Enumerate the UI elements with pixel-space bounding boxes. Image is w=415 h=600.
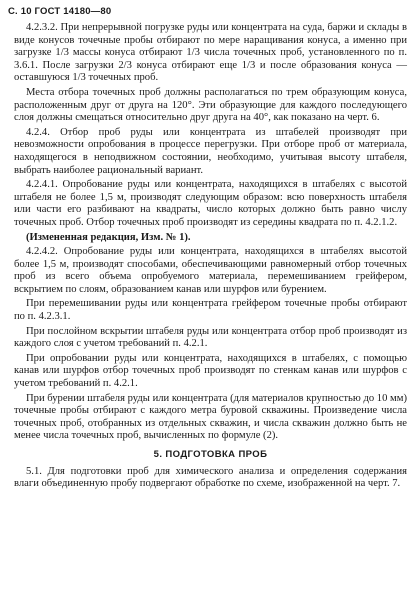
page-header: С. 10 ГОСТ 14180—80 — [8, 6, 112, 17]
paragraph-4-2-4: 4.2.4. Отбор проб руды или концентрата из штабелей производят при невозможности опробования в процессе перегрузки. При отборе проб от материала, находящегося в неподвижном состоянии, необходимо, учитывая высоту штабеля, выбрать наиболее рациональный вариант. — [14, 126, 407, 176]
paragraph-4-2-4-1: 4.2.4.1. Опробование руды или концентрата, находящихся в штабелях с высотой штабеля не более 1,5 м, производят следующим образом: всю поверхность штабеля или части его разбивают на квадраты, число которых должно быть равно числу точечных проб. Отбор точечных проб производят из середины квадрата по п. 4.2.1.2. — [14, 179, 407, 228]
amendment-note: (Измененная редакция, Изм. № 1). — [26, 231, 191, 243]
paragraph-drilling: При бурении штабеля руды или концентрата (для материалов крупностью до 10 мм) точечные пробы отбирают с каждого метра буровой скважины. Произведение числа точечных проб, отобранных из отдельных скважин, и числа скважин должно быть не менее числа точечных проб, вычисленных по формуле (2). — [14, 392, 407, 442]
paragraph-layer-opening: При послойном вскрытии штабеля руды или концентрата отбор проб производят из каждого слоя с учетом требований п. 4.2.1. — [14, 325, 407, 350]
paragraph-sampling-points: Места отбора точечных проб должны располагаться по трем образующим конуса, расположенным друг от друга на 120°. Эти образующие для каждого последующего слоя должны смещаться относительно друг друга на 40°, как показано на черт. 6. — [14, 86, 407, 124]
paragraph-grab-mixing: При перемешивании руды или концентрата грейфером точечные пробы отбирают по п. 4.2.3.1. — [14, 298, 407, 323]
paragraph-trenches: При опробовании руды или концентрата, находящихся в штабелях, с помощью канав или шурфов отбор точечных проб производят по стенкам канав или шурфов с учетом требований п. 4.2.1. — [14, 352, 407, 390]
document-body — [14, 22, 407, 493]
paragraph-4-2-4-2: 4.2.4.2. Опробование руды или концентрата, находящихся в штабелях высотой более 1,5 м, производят способами, обеспечивающими равномерный отбор точечных проб из всего объема опробуемого материала, перемешиванием грейфером, вскрытием по слоям, образованием канав или шурфов или бурением. — [14, 246, 407, 295]
section-title: 5. ПОДГОТОВКА ПРОБ — [153, 449, 268, 460]
paragraph-5-1: 5.1. Для подготовки проб для химического анализа и определения содержания влаги объединенную пробу подвергают обработке по схеме, изображенной на черт. 7. — [14, 465, 407, 490]
paragraph-4-2-3-2: 4.2.3.2. При непрерывной погрузке руды или концентрата на суда, баржи и склады в виде конусов точечные пробы отбирают по мере наращивания конуса, а именно при загрузке 1/3 массы конуса отбирают 1/3 числа точечных проб, установленного по п. 3.6.1. После загрузки 2/3 конуса отбирают еще 1/3 и после образования конуса — оставшуюся 1/3 точечных проб. — [14, 22, 407, 84]
